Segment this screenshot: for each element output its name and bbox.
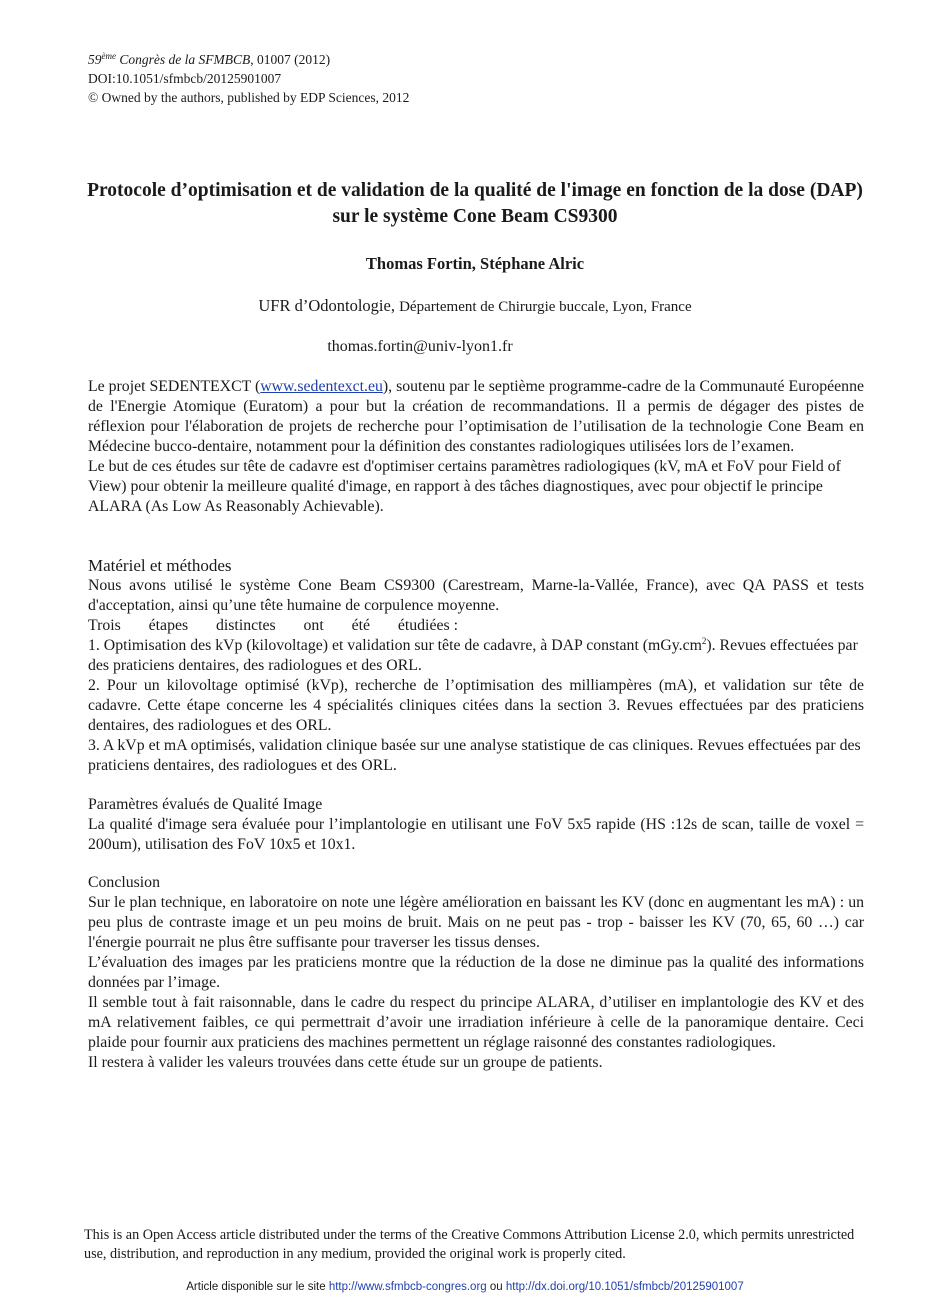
params-heading: Paramètres évalués de Qualité Image <box>88 796 323 813</box>
footer-link-site[interactable]: http://www.sfmbcb-congres.org <box>328 1281 487 1293</box>
journal-header <box>88 50 409 107</box>
doi-line: DOI:10.1051/sfmbcb/20125901007 <box>88 71 282 86</box>
conclusion-paragraph-4: Il restera à valider les valeurs trouvées dans cette étude sur un groupe de patients. <box>88 1054 603 1071</box>
step-3: 3. A kVp et mA optimisés, validation clinique basée sur une analyse statistique de cas cliniques. Revues effectuées par des praticiens dentaires, des radiologues et des ORL. <box>88 737 861 774</box>
paper-authors: Thomas Fortin, Stéphane Alric <box>365 254 585 273</box>
page-footer <box>0 1281 930 1293</box>
intro-section <box>88 377 864 517</box>
steps-word: Trois <box>88 617 121 634</box>
intro-p1-text-b: ), soutenu par le septième programme-cadre de la Communauté Européenne de l'Energie Atomique (Euratom) a pour but la création de recommandations. Il a permis de dégager des pistes de réflexion pour l'élaboration de projets de recherche pour l’optimisation de l’utilisation de la technologie Cone Beam en Médecine bucco-dentaire, notamment pour la définition des constantes radiologiques utilisées lors de l’examen. <box>88 378 864 455</box>
conclusion-paragraph-2: L’évaluation des images par les praticiens montre que la réduction de la dose ne diminue pas la qualité des informations données par l’image. <box>88 954 864 991</box>
affiliation-dept: Département de Chirurgie buccale, Lyon, France <box>399 299 692 315</box>
conference-ref: , 01007 (2012) <box>250 52 331 67</box>
conference-line <box>88 50 409 69</box>
step-1 <box>88 636 864 676</box>
affiliation-ufr: UFR d’Odontologie, <box>258 296 400 315</box>
footer-prefix: Article disponible sur le site <box>186 1281 329 1293</box>
license-note: This is an Open Access article distributed under the terms of the Creative Commons Attribution License 2.0, which permits unrestricted use, distribution, and reproduction in any medium, provided the original work is properly cited. <box>84 1227 855 1262</box>
steps-word: distinctes <box>216 617 276 634</box>
step-1-superscript: 2 <box>701 636 707 646</box>
methods-section <box>88 556 864 776</box>
footer-link-doi[interactable]: http://dx.doi.org/10.1051/sfmbcb/20125901007 <box>505 1281 744 1293</box>
sedentexct-link[interactable]: www.sedentexct.eu <box>260 378 383 395</box>
step-2: 2. Pour un kilovoltage optimisé (kVp), recherche de l’optimisation des milliampères (mA), et validation sur tête de cadavre. Cette étape concerne les 4 spécialités cliniques citées dans la section 3. Revues effectuées par des praticiens dentaires, des radiologues et des ORL. <box>88 677 864 734</box>
conclusion-section <box>88 873 864 1073</box>
conference-name: Congrès de la SFMBCB <box>116 52 251 67</box>
steps-word: étapes <box>148 617 189 634</box>
steps-word: été <box>351 617 370 634</box>
conference-number: 59 <box>88 52 102 67</box>
copyright-line: © Owned by the authors, published by EDP Sciences, 2012 <box>88 90 410 105</box>
conclusion-heading: Conclusion <box>88 874 160 891</box>
step-1-text-a: 1. Optimisation des kVp (kilovoltage) et validation sur tête de cadavre, à DAP constant (mGy.cm <box>88 637 702 654</box>
methods-paragraph-1: Nous avons utilisé le système Cone Beam CS9300 (Carestream, Marne-la-Vallée, France), avec QA PASS et tests d'acceptation, ainsi qu’une tête humaine de corpulence moyenne. <box>88 577 864 614</box>
params-paragraph: La qualité d'image sera évaluée pour l’implantologie en utilisant une FoV 5x5 rapide (HS :12s de scan, taille de voxel = 200um), utilisation des FoV 10x5 et 10x1. <box>88 816 864 853</box>
step-1-text-b: ). Revues effectuées par des praticiens dentaires, des radiologues et des ORL. <box>88 637 858 674</box>
params-section <box>88 795 864 855</box>
intro-p1-text-a: Le projet SEDENTEXCT ( <box>88 378 261 395</box>
author-email: thomas.fortin@univ-lyon1.fr <box>327 338 513 355</box>
affiliation <box>0 296 930 316</box>
paper-title: Protocole d’optimisation et de validation de la qualité de l'image en fonction de la dose (DAP) sur le système Cone Beam CS9300 <box>87 180 863 227</box>
footer-middle: ou <box>486 1281 506 1293</box>
conclusion-paragraph-3: Il semble tout à fait raisonnable, dans le cadre du respect du principe ALARA, d’utiliser en implantologie des KV et des mA relativement faibles, ce qui permettrait d’avoir une irradiation inférieure à celle de la panoramique dentaire. Ceci plaide pour fournir aux praticiens des machines permettent un réglage raisonné des constantes radiologiques. <box>88 994 864 1051</box>
intro-paragraph-1 <box>88 377 864 457</box>
conference-ordinal: ème <box>101 51 116 61</box>
methods-heading: Matériel et méthodes <box>88 556 232 575</box>
steps-word: étudiées : <box>397 617 458 634</box>
conclusion-paragraph-1: Sur le plan technique, en laboratoire on note une légère amélioration en baissant les KV (donc en augmentant les mA) : un peu plus de contraste image et un peu moins de bruit. Mais on ne peut pas - trop - baisser les KV (70, 65, 60 …) car l'énergie pourrait ne plus être suffisante pour traverser les tissus denses. <box>88 894 864 951</box>
steps-word: ont <box>303 617 324 634</box>
steps-intro <box>88 616 458 636</box>
intro-paragraph-2: Le but de ces études sur tête de cadavre est d'optimiser certains paramètres radiologiques (kV, mA et FoV pour Field of View) pour obtenir la meilleure qualité d'image, en rapport à des tâches diagnostiques, avec pour objectif le principe ALARA (As Low As Reasonably Achievable). <box>88 458 841 515</box>
